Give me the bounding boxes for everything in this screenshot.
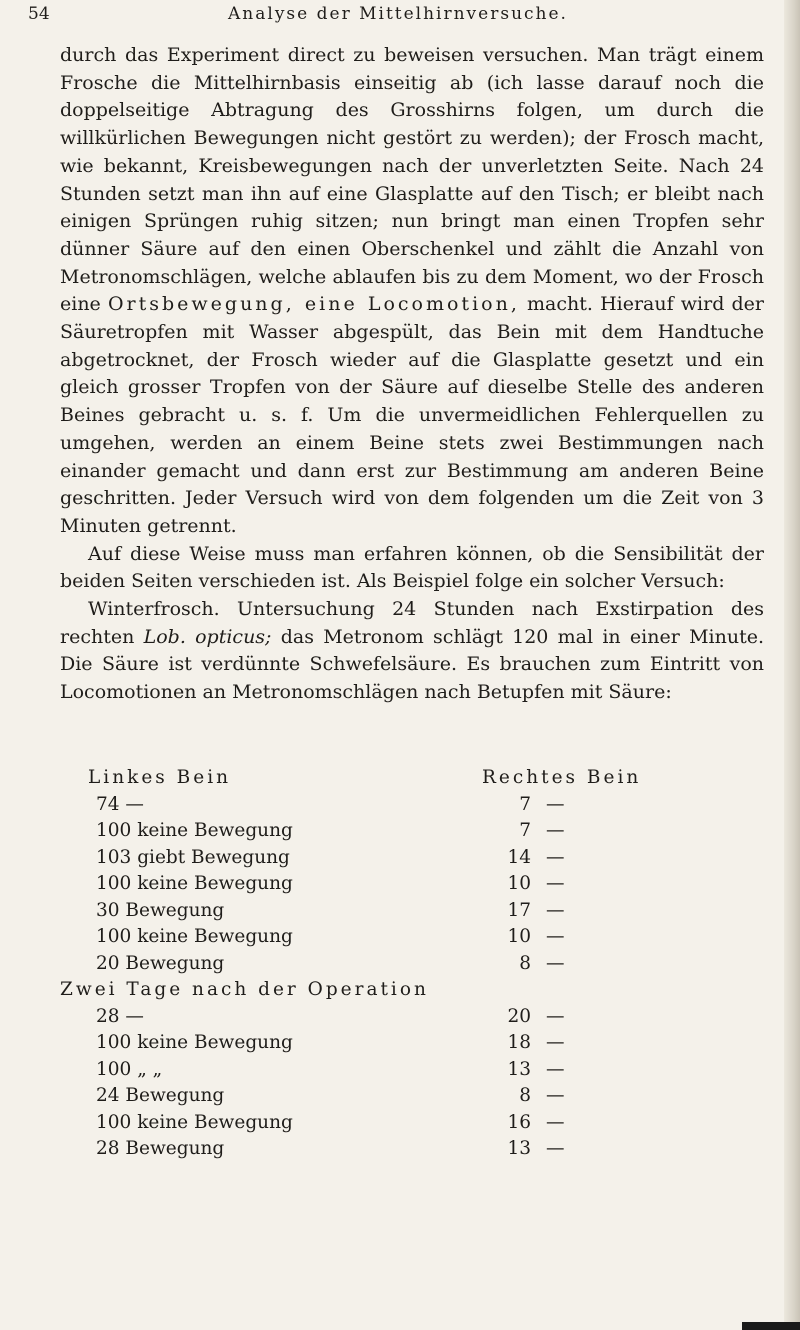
table-row [0, 845, 800, 872]
spaced-term: Ortsbewegung, eine Locomotion, [107, 293, 520, 316]
left-leg-cell: 30 Bewegung [96, 899, 225, 921]
right-leg-value: 8 [519, 952, 531, 974]
table-row [0, 792, 800, 819]
text-run: das Metronom schlägt 120 mal in einer Minute. Die Säure ist verdünnte Schwefelsäure. Es brauchen zum Eintritt von Locomotionen an Metronomschlägen nach Betupfen mit Säure: [60, 625, 764, 704]
right-leg-value: 7 [519, 793, 531, 815]
right-leg-dash: — [546, 793, 565, 815]
table-row [0, 898, 800, 925]
table-row [0, 1110, 800, 1137]
right-leg-header: Rechtes Bein [482, 767, 642, 788]
paragraph [60, 596, 764, 707]
right-leg-value: 18 [507, 1032, 531, 1053]
right-leg-value: 13 [507, 1138, 531, 1159]
left-leg-cell: 100 keine Bewegung [96, 926, 293, 947]
italic-term: Lob. opticus; [143, 625, 272, 648]
left-leg-cell: 100 keine Bewegung [96, 873, 293, 894]
left-leg-cell: 24 Bewegung [96, 1085, 225, 1106]
table-row [0, 1030, 800, 1057]
results-table [0, 765, 800, 1163]
text-run: Auf diese Weise muss man erfahren können, ob die Sensibilität der beiden Seiten verschieden ist. Als Beispiel folge ein solcher Versuch: [60, 542, 764, 593]
left-leg-cell: 100 „ „ [96, 1058, 163, 1080]
right-leg-dash: — [546, 952, 565, 974]
table-row [0, 1083, 800, 1110]
right-leg-value: 8 [519, 1085, 531, 1106]
table-row [0, 951, 800, 978]
left-leg-cell: 100 keine Bewegung [96, 820, 293, 841]
right-leg-dash: — [546, 899, 565, 921]
right-leg-dash: — [546, 1032, 565, 1053]
left-leg-cell: 103 giebt Bewegung [96, 846, 290, 868]
table-header-row [0, 765, 800, 792]
right-leg-dash: — [546, 1058, 565, 1080]
table-group-1 [0, 792, 800, 978]
left-leg-cell: 100 keine Bewegung [96, 1111, 293, 1133]
table-subheading: Zwei Tage nach der Operation [60, 979, 429, 1000]
right-leg-value: 14 [507, 846, 531, 868]
right-leg-value: 10 [507, 926, 531, 947]
left-leg-header: Linkes Bein [88, 767, 232, 788]
right-leg-dash: — [546, 820, 565, 841]
table-row [0, 871, 800, 898]
page-number: 54 [28, 4, 50, 24]
paragraph [60, 541, 764, 596]
body-text [60, 42, 764, 707]
right-leg-value: 16 [507, 1111, 531, 1133]
right-leg-dash: — [546, 1085, 565, 1106]
table-row [0, 1057, 800, 1084]
table-subheading-row [0, 977, 800, 1004]
right-leg-dash: — [546, 1005, 565, 1027]
right-leg-dash: — [546, 1138, 565, 1159]
text-run: macht. Hierauf wird der Säuretropfen mit Wasser abgespült, das Bein mit dem Handtuche abgetrocknet, der Frosch wieder auf die Glasplatte gesetzt und ein gleich grosser Tropfen von der Säure auf dieselbe Stelle des anderen Beines gebracht u. s. f. Um die unvermeidlichen Fehlerquellen zu umgehen, werden an einem Beine stets zwei Bestimmungen nach einander gemacht und dann erst zur Bestimmung am anderen Beine geschritten. Jeder Versuch wird von dem folgenden um die Zeit von 3 Minuten getrennt. [60, 293, 765, 537]
table-row [0, 818, 800, 845]
left-leg-cell: 28 Bewegung [96, 1138, 225, 1159]
table-group-2 [0, 1004, 800, 1163]
table-row [0, 1004, 800, 1031]
running-header [28, 2, 768, 26]
left-leg-cell: 100 keine Bewegung [96, 1032, 293, 1053]
running-title: Analyse der Mittelhirnversuche. [228, 4, 568, 24]
right-leg-value: 20 [507, 1005, 531, 1027]
text-run: durch das Experiment direct zu beweisen versuchen. Man trägt einem Frosche die Mittelhirnbasis einseitig ab (ich lasse darauf noch die doppelseitige Abtragung des Grosshirns folgen, um durch die willkürlichen Bewegungen nicht gestört zu werden); der Frosch macht, wie bekannt, Kreisbewegungen nach der unverletzten Seite. Nach 24 Stunden setzt man ihn auf eine Glasplatte auf den Tisch; er bleibt nach einigen Sprüngen ruhig sitzen; nun bringt man einen Tropfen sehr dünner Säure auf den einen Oberschenkel und zählt die Anzahl von Metronomschlägen, welche ablaufen bis zu dem Moment, wo der Frosch eine [60, 44, 764, 316]
right-leg-value: 17 [507, 899, 531, 921]
left-leg-cell: 28 — [96, 1005, 144, 1027]
table-row [0, 924, 800, 951]
left-leg-cell: 74 — [96, 793, 144, 815]
right-leg-dash: — [546, 846, 565, 868]
table-row [0, 1136, 800, 1163]
right-leg-dash: — [546, 873, 565, 894]
right-leg-dash: — [546, 1111, 565, 1133]
right-leg-value: 13 [507, 1058, 531, 1080]
page-corner-mark [742, 1322, 800, 1330]
right-leg-value: 10 [507, 873, 531, 894]
left-leg-cell: 20 Bewegung [96, 952, 225, 974]
right-leg-value: 7 [519, 820, 531, 841]
right-leg-dash: — [546, 926, 565, 947]
text-run: Winterfrosch. Untersuchung 24 Stunden nach Exstirpation des rechten [60, 598, 764, 648]
paragraph [60, 42, 764, 541]
